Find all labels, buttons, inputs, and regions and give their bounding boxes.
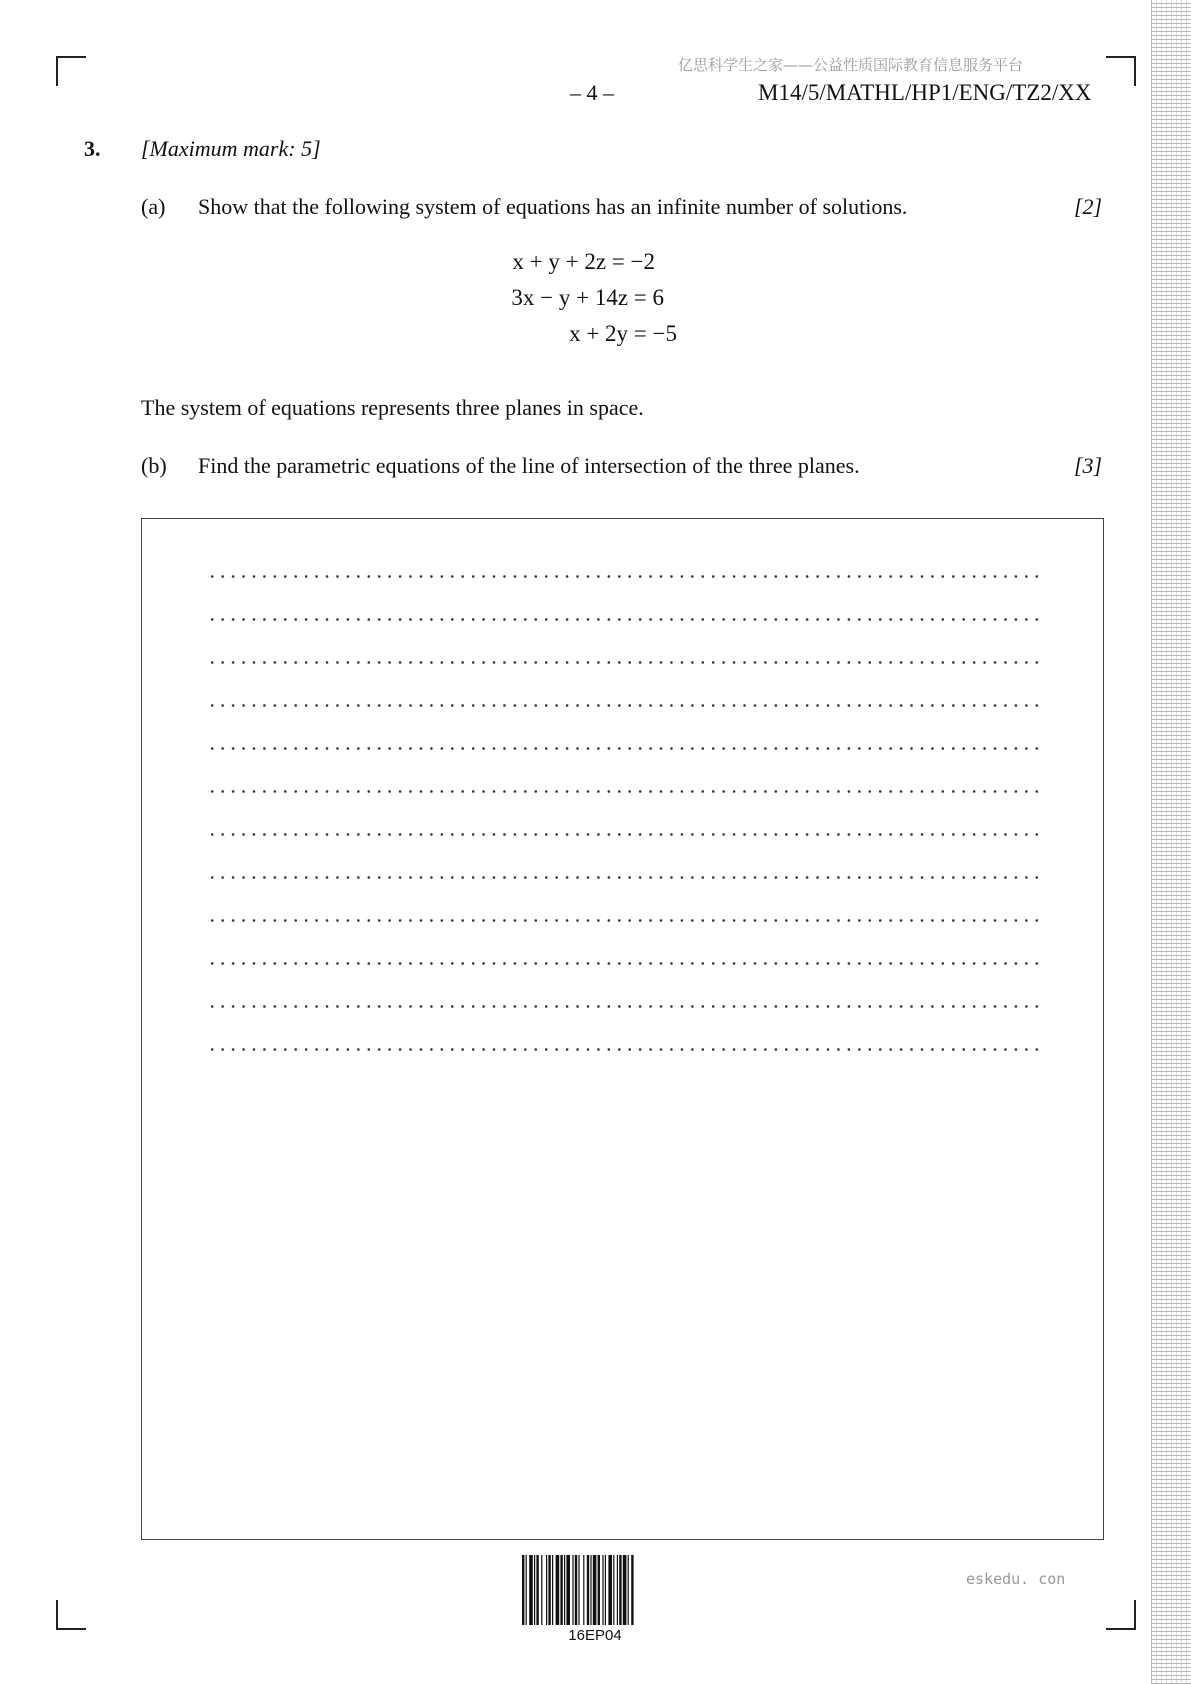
barcode-bar <box>598 1555 600 1625</box>
paper-code: M14/5/MATHL/HP1/ENG/TZ2/XX <box>758 80 1092 105</box>
barcode-bar <box>593 1555 597 1625</box>
barcode-bar <box>575 1555 577 1625</box>
barcode-bar <box>628 1555 629 1625</box>
barcode-bar <box>587 1555 589 1625</box>
barcode-bar <box>613 1555 614 1625</box>
barcode-bar <box>617 1555 618 1625</box>
barcode-bar <box>536 1555 538 1625</box>
part-b-label: (b) <box>141 453 167 478</box>
answer-line[interactable] <box>207 919 1043 922</box>
barcode-bar <box>560 1555 562 1625</box>
barcode-bar <box>566 1555 570 1625</box>
barcode-bar <box>526 1555 527 1625</box>
answer-line[interactable] <box>207 618 1043 621</box>
equation-2: 3x − y + 14z = 6 <box>511 285 664 310</box>
barcode-bar <box>556 1555 560 1625</box>
barcode-bar <box>602 1555 603 1625</box>
header-watermark: 亿思科学生之家——公益性质国际教育信息服务平台 <box>678 56 1024 74</box>
part-b-mark: [3] <box>1074 453 1103 478</box>
barcode-bar <box>605 1555 606 1625</box>
barcode-bar <box>552 1555 553 1625</box>
answer-line[interactable] <box>207 575 1043 578</box>
barcode-bar <box>583 1555 584 1625</box>
barcode <box>522 1555 668 1625</box>
answer-line[interactable] <box>207 704 1043 707</box>
answer-line[interactable] <box>207 833 1043 836</box>
barcode-bar <box>548 1555 550 1625</box>
answer-box[interactable] <box>141 518 1104 1540</box>
part-a-text: Show that the following system of equations has an infinite number of solutions. <box>198 194 908 219</box>
barcode-bar <box>619 1555 621 1625</box>
question-number: 3. <box>84 136 101 161</box>
barcode-bar <box>529 1555 533 1625</box>
barcode-label: 16EP04 <box>568 1627 622 1644</box>
answer-line[interactable] <box>207 747 1043 750</box>
barcode-bar <box>608 1555 612 1625</box>
answer-line[interactable] <box>207 876 1043 879</box>
part-b-text: Find the parametric equations of the line of intersection of the three planes. <box>198 453 860 478</box>
barcode-bar <box>572 1555 573 1625</box>
answer-line[interactable] <box>207 962 1043 965</box>
barcode-bar <box>534 1555 535 1625</box>
barcode-bar <box>541 1555 542 1625</box>
equation-3: x + 2y = −5 <box>569 321 677 346</box>
equation-1: x + y + 2z = −2 <box>512 249 655 274</box>
footer-watermark: eskedu. con <box>966 1570 1066 1588</box>
corner-mark-bottom-left <box>56 1600 86 1630</box>
margin-strip <box>1151 0 1191 1684</box>
page-number: – 4 – <box>570 80 614 105</box>
answer-line[interactable] <box>207 661 1043 664</box>
barcode-bar <box>546 1555 547 1625</box>
answer-line[interactable] <box>207 1048 1043 1051</box>
planes-statement: The system of equations represents three planes in space. <box>141 395 644 420</box>
question-max-mark: [Maximum mark: 5] <box>141 136 321 161</box>
barcode-bar <box>590 1555 591 1625</box>
barcode-bar <box>564 1555 565 1625</box>
corner-mark-top-right <box>1106 56 1136 86</box>
corner-mark-top-left <box>56 56 86 86</box>
barcode-bar <box>623 1555 627 1625</box>
answer-line[interactable] <box>207 1005 1043 1008</box>
part-a-mark: [2] <box>1074 194 1103 219</box>
answer-line[interactable] <box>207 790 1043 793</box>
corner-mark-bottom-right <box>1106 1600 1136 1630</box>
part-a-label: (a) <box>141 194 166 219</box>
barcode-bar <box>522 1555 524 1625</box>
barcode-bar <box>578 1555 579 1625</box>
barcode-bar <box>631 1555 633 1625</box>
